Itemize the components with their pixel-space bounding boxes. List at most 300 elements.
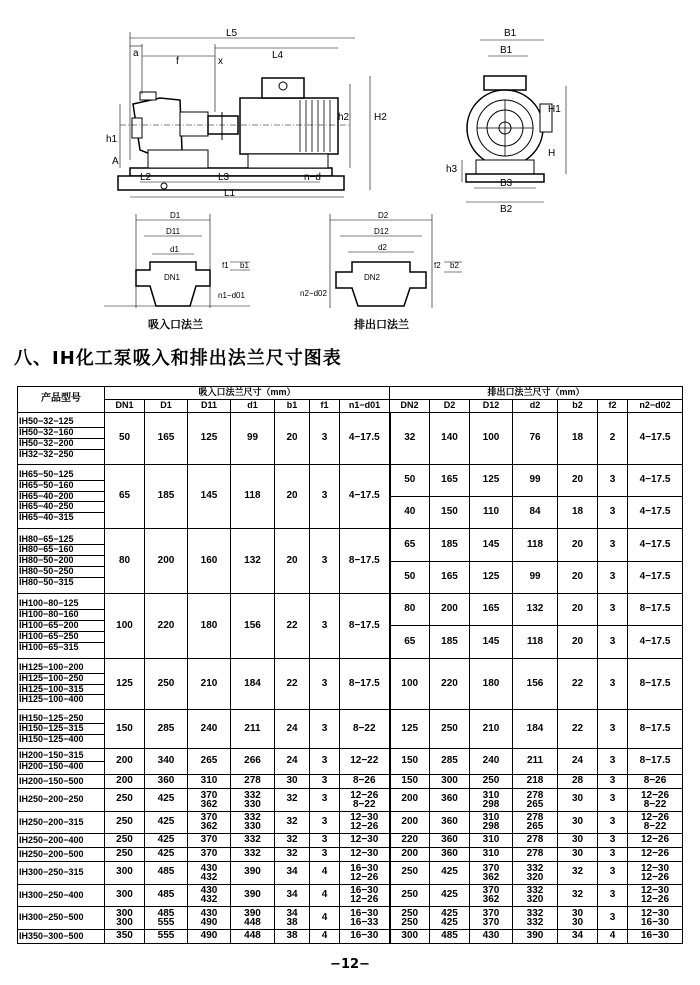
model-list xyxy=(18,884,105,907)
table-cell: 150 xyxy=(105,710,145,749)
column-header: D11 xyxy=(188,400,231,413)
label-f: f xyxy=(176,56,179,67)
table-cell: 3 xyxy=(310,464,340,529)
cell-line: 448 xyxy=(244,917,261,929)
model-name: IH350−300−500 xyxy=(19,930,84,941)
table-cell xyxy=(390,907,430,930)
table-cell: 20 xyxy=(558,626,598,658)
table-cell: 3 xyxy=(310,811,340,834)
table-cell: 20 xyxy=(275,413,310,465)
table-cell: 30 xyxy=(558,834,598,848)
model-name: IH250−200−315 xyxy=(19,816,84,827)
table-cell: 3 xyxy=(310,848,340,862)
table-cell xyxy=(513,788,558,811)
cell-line: 278 xyxy=(526,789,544,801)
column-header: D2 xyxy=(430,400,470,413)
table-cell: 22 xyxy=(275,658,310,710)
table-cell xyxy=(340,884,390,907)
cell-line: 332 xyxy=(526,885,544,897)
table-cell: 425 xyxy=(145,834,188,848)
table-cell: 390 xyxy=(231,861,275,884)
column-header: d2 xyxy=(513,400,558,413)
table-row xyxy=(18,529,683,561)
table-cell: 4 xyxy=(310,930,340,944)
cell-line: 300 xyxy=(116,917,133,929)
table-row xyxy=(18,749,683,775)
table-cell xyxy=(470,788,513,811)
model-list xyxy=(18,930,105,944)
table-cell: 20 xyxy=(558,464,598,496)
table-cell: 76 xyxy=(513,413,558,465)
label-f1: f1 xyxy=(222,261,229,270)
label-L3: L3 xyxy=(218,172,230,183)
table-cell: 300 xyxy=(430,775,470,789)
cell-line: 12−30 xyxy=(640,862,670,874)
table-cell: 285 xyxy=(430,749,470,775)
model-name: IH250−200−400 xyxy=(19,834,84,845)
cell-line: 490 xyxy=(200,917,218,929)
table-cell: 200 xyxy=(390,811,430,834)
cell-line: 12−26 xyxy=(640,871,670,883)
table-cell: 278 xyxy=(513,848,558,862)
table-cell xyxy=(231,811,275,834)
table-cell: 300 xyxy=(390,930,430,944)
table-row xyxy=(18,861,683,884)
suction-header: 吸入口法兰尺寸（mm） xyxy=(105,387,390,400)
table-cell: 555 xyxy=(145,930,188,944)
table-cell: 3 xyxy=(598,775,628,789)
label-L2: L2 xyxy=(140,172,152,183)
model-list xyxy=(18,749,105,775)
table-cell: 150 xyxy=(390,749,430,775)
discharge-flange-caption: 排出口法兰 xyxy=(354,319,409,331)
label-h3: h3 xyxy=(446,164,458,175)
model-list xyxy=(18,464,105,529)
column-header: D12 xyxy=(470,400,513,413)
table-cell: 3 xyxy=(598,594,628,626)
column-header: D1 xyxy=(145,400,188,413)
cell-line: 425 xyxy=(441,917,458,929)
table-cell xyxy=(470,811,513,834)
cell-line: 332 xyxy=(244,789,261,801)
table-row xyxy=(18,930,683,944)
table-cell: 30 xyxy=(558,811,598,834)
model-name: IH80−50−200 xyxy=(19,556,104,567)
table-cell xyxy=(513,861,558,884)
table-cell: 132 xyxy=(513,594,558,626)
table-cell: 145 xyxy=(470,626,513,658)
model-name: IH80−50−250 xyxy=(19,567,104,578)
table-cell: 4−17.5 xyxy=(628,626,683,658)
section-title: 八、IH化工泵吸入和排出法兰尺寸图表 xyxy=(14,348,342,369)
cell-line: 16−30 xyxy=(350,862,379,874)
cell-line: 332 xyxy=(526,917,544,929)
cell-line: 430 xyxy=(200,862,218,874)
cell-line: 16−30 xyxy=(640,917,670,929)
model-name: IH150−125−315 xyxy=(19,724,104,735)
cell-line: 330 xyxy=(244,821,261,833)
table-cell: 332 xyxy=(231,848,275,862)
table-cell: 65 xyxy=(105,464,145,529)
label-B2: B2 xyxy=(500,204,513,215)
table-cell: 485 xyxy=(145,861,188,884)
model-name: IH125−100−400 xyxy=(19,694,84,705)
table-cell: 185 xyxy=(145,464,188,529)
cell-line: 30 xyxy=(571,908,584,920)
table-cell: 390 xyxy=(513,930,558,944)
table-cell: 200 xyxy=(390,848,430,862)
model-name: IH300−250−500 xyxy=(19,912,84,923)
label-L4: L4 xyxy=(272,50,284,61)
table-cell xyxy=(513,884,558,907)
table-cell: 8−26 xyxy=(340,775,390,789)
table-cell: 2 xyxy=(598,413,628,465)
table-cell: 16−30 xyxy=(340,930,390,944)
table-cell: 218 xyxy=(513,775,558,789)
table-cell: 360 xyxy=(430,834,470,848)
model-name: IH50−32−160 xyxy=(19,428,104,439)
label-h1: h1 xyxy=(106,134,118,145)
table-cell: 32 xyxy=(275,788,310,811)
cell-line: 555 xyxy=(157,917,175,929)
table-cell: 118 xyxy=(231,464,275,529)
table-row xyxy=(18,464,683,496)
table-cell: 360 xyxy=(430,788,470,811)
table-cell: 8−26 xyxy=(628,775,683,789)
cell-line: 34 xyxy=(286,908,298,920)
cell-line: 485 xyxy=(157,908,175,920)
table-cell: 3 xyxy=(310,594,340,659)
label-D12: D12 xyxy=(374,227,389,236)
cell-line: 370 xyxy=(200,812,218,824)
table-row xyxy=(18,594,683,626)
table-cell: 390 xyxy=(231,884,275,907)
cell-line: 432 xyxy=(200,871,218,883)
table-row xyxy=(18,788,683,811)
table-cell: 4−17.5 xyxy=(628,497,683,529)
table-cell: 18 xyxy=(558,497,598,529)
table-cell: 12−26 xyxy=(628,848,683,862)
table-cell: 3 xyxy=(598,529,628,561)
label-a: a xyxy=(133,48,139,59)
model-name: IH65−50−125 xyxy=(19,470,104,481)
table-cell: 38 xyxy=(275,930,310,944)
model-name: IH32−32−250 xyxy=(19,448,74,459)
model-list xyxy=(18,861,105,884)
table-cell: 200 xyxy=(105,775,145,789)
cell-line: 12−26 xyxy=(640,812,670,824)
label-D11: D11 xyxy=(166,227,181,236)
table-cell: 3 xyxy=(598,497,628,529)
table-cell: 370 xyxy=(188,848,231,862)
table-cell: 211 xyxy=(231,710,275,749)
table-row xyxy=(18,658,683,710)
cell-line: 8−22 xyxy=(643,821,667,833)
table-cell xyxy=(628,788,683,811)
cell-line: 12−26 xyxy=(350,894,379,906)
table-row xyxy=(18,811,683,834)
table-cell: 3 xyxy=(310,775,340,789)
table-cell: 3 xyxy=(310,788,340,811)
table-cell: 8−22 xyxy=(340,710,390,749)
table-row xyxy=(18,907,683,930)
label-f2: f2 xyxy=(434,261,441,270)
table-cell: 20 xyxy=(558,561,598,593)
table-cell: 12−22 xyxy=(340,749,390,775)
cell-line: 12−26 xyxy=(640,894,670,906)
table-cell: 24 xyxy=(558,749,598,775)
table-cell: 3 xyxy=(598,788,628,811)
model-list xyxy=(18,811,105,834)
label-h2: h2 xyxy=(338,112,350,123)
cell-line: 8−22 xyxy=(352,798,376,810)
table-cell: 266 xyxy=(231,749,275,775)
table-cell: 200 xyxy=(105,749,145,775)
table-cell: 360 xyxy=(430,811,470,834)
label-x: x xyxy=(218,56,223,67)
table-cell: 3 xyxy=(310,529,340,594)
table-cell: 80 xyxy=(390,594,430,626)
model-name: IH65−40−200 xyxy=(19,492,104,503)
table-cell xyxy=(188,811,231,834)
table-cell: 32 xyxy=(275,834,310,848)
table-cell: 99 xyxy=(231,413,275,465)
table-cell: 65 xyxy=(390,626,430,658)
table-cell: 185 xyxy=(430,626,470,658)
table-cell: 250 xyxy=(390,861,430,884)
cell-line: 370 xyxy=(482,908,500,920)
table-cell xyxy=(470,884,513,907)
table-cell: 65 xyxy=(390,529,430,561)
cell-line: 320 xyxy=(526,894,544,906)
model-name: IH65−40−250 xyxy=(19,502,104,513)
model-list xyxy=(18,658,105,710)
table-cell: 340 xyxy=(145,749,188,775)
table-cell: 165 xyxy=(470,594,513,626)
cell-line: 12−26 xyxy=(350,871,379,883)
model-name: IH80−65−125 xyxy=(19,535,104,546)
table-cell: 8−17.5 xyxy=(340,594,390,659)
table-cell: 22 xyxy=(275,594,310,659)
label-A: A xyxy=(112,156,119,167)
model-name: IH50−32−125 xyxy=(19,417,104,428)
table-cell xyxy=(558,907,598,930)
table-cell: 211 xyxy=(513,749,558,775)
table-cell: 425 xyxy=(430,861,470,884)
model-name: IH80−50−315 xyxy=(19,576,74,587)
model-list xyxy=(18,788,105,811)
model-name: IH100−65−250 xyxy=(19,632,104,643)
table-cell: 425 xyxy=(430,884,470,907)
model-name: IH250−200−250 xyxy=(19,793,84,804)
model-name: IH65−40−315 xyxy=(19,512,74,523)
table-cell: 3 xyxy=(598,561,628,593)
table-cell: 99 xyxy=(513,561,558,593)
label-DN1: DN1 xyxy=(164,273,181,282)
table-cell: 350 xyxy=(105,930,145,944)
model-name: IH125−100−200 xyxy=(19,663,104,674)
table-cell: 110 xyxy=(470,497,513,529)
table-cell: 4 xyxy=(598,930,628,944)
table-cell: 3 xyxy=(598,834,628,848)
table-cell: 165 xyxy=(430,464,470,496)
model-name: IH100−65−200 xyxy=(19,621,104,632)
table-cell: 80 xyxy=(105,529,145,594)
discharge-header: 排出口法兰尺寸（mm） xyxy=(390,387,683,400)
table-cell: 30 xyxy=(558,848,598,862)
label-b1: b1 xyxy=(240,261,249,270)
cell-line: 298 xyxy=(482,821,500,833)
table-cell: 300 xyxy=(105,884,145,907)
table-cell: 250 xyxy=(105,788,145,811)
table-cell xyxy=(188,788,231,811)
table-cell: 370 xyxy=(188,834,231,848)
model-name: IH150−125−250 xyxy=(19,714,104,725)
label-n2-d02: n2−d02 xyxy=(300,289,327,298)
cell-line: 370 xyxy=(482,885,500,897)
table-row xyxy=(18,775,683,789)
model-name: IH200−150−400 xyxy=(19,761,84,772)
cell-line: 250 xyxy=(401,917,419,929)
table-cell: 34 xyxy=(275,884,310,907)
label-n1-d01: n1−d01 xyxy=(218,291,245,300)
cell-line: 332 xyxy=(244,812,261,824)
table-cell: 125 xyxy=(470,464,513,496)
cell-line: 370 xyxy=(482,862,500,874)
model-name: IH100−80−125 xyxy=(19,599,104,610)
table-cell: 3 xyxy=(598,749,628,775)
table-cell: 3 xyxy=(310,834,340,848)
table-cell: 24 xyxy=(275,749,310,775)
cell-line: 300 xyxy=(116,908,133,920)
table-cell: 3 xyxy=(598,884,628,907)
cell-line: 16−30 xyxy=(350,908,379,920)
table-cell xyxy=(188,907,231,930)
table-cell: 20 xyxy=(558,594,598,626)
label-d2: d2 xyxy=(378,243,387,252)
cell-line: 30 xyxy=(571,917,584,929)
model-list xyxy=(18,907,105,930)
label-H2: H2 xyxy=(374,112,387,123)
discharge-flange-drawing xyxy=(330,214,462,308)
table-cell: 32 xyxy=(275,811,310,834)
cell-line: 362 xyxy=(200,821,218,833)
table-cell: 50 xyxy=(105,413,145,465)
table-cell: 430 xyxy=(470,930,513,944)
table-cell: 3 xyxy=(310,749,340,775)
table-cell: 12−26 xyxy=(628,834,683,848)
cell-line: 332 xyxy=(526,862,544,874)
table-cell: 32 xyxy=(558,861,598,884)
table-cell: 100 xyxy=(470,413,513,465)
table-cell xyxy=(470,907,513,930)
table-cell xyxy=(340,811,390,834)
table-cell: 4−17.5 xyxy=(628,561,683,593)
table-cell: 3 xyxy=(598,626,628,658)
cell-line: 370 xyxy=(200,789,218,801)
model-name: IH65−50−160 xyxy=(19,481,104,492)
cell-line: 298 xyxy=(482,798,500,810)
table-cell: 4−17.5 xyxy=(628,413,683,465)
table-cell xyxy=(188,884,231,907)
table-cell: 20 xyxy=(275,529,310,594)
label-d1: d1 xyxy=(170,245,179,254)
table-cell: 125 xyxy=(105,658,145,710)
table-cell: 180 xyxy=(470,658,513,710)
table-cell: 125 xyxy=(390,710,430,749)
column-header: d1 xyxy=(231,400,275,413)
cell-line: 390 xyxy=(244,908,261,920)
cell-line: 362 xyxy=(482,894,500,906)
table-cell: 132 xyxy=(231,529,275,594)
label-L1: L1 xyxy=(224,188,236,199)
model-list xyxy=(18,529,105,594)
table-cell xyxy=(513,907,558,930)
label-B3: B3 xyxy=(500,178,513,189)
cell-line: 430 xyxy=(200,908,218,920)
table-cell: 150 xyxy=(430,497,470,529)
column-header: f2 xyxy=(598,400,628,413)
table-cell: 8−17.5 xyxy=(340,658,390,710)
table-cell: 8−17.5 xyxy=(628,710,683,749)
cell-line: 370 xyxy=(482,917,500,929)
table-cell: 32 xyxy=(275,848,310,862)
cell-line: 12−30 xyxy=(350,812,379,824)
model-name: IH150−125−400 xyxy=(19,734,84,745)
model-name: IH300−250−315 xyxy=(19,866,84,877)
table-cell: 3 xyxy=(310,413,340,465)
table-cell xyxy=(340,861,390,884)
table-cell: 240 xyxy=(470,749,513,775)
table-cell: 99 xyxy=(513,464,558,496)
table-cell: 145 xyxy=(470,529,513,561)
technical-drawings xyxy=(0,0,700,340)
table-cell: 32 xyxy=(558,884,598,907)
table-cell xyxy=(628,861,683,884)
cell-line: 8−22 xyxy=(643,798,667,810)
table-cell: 180 xyxy=(188,594,231,659)
cell-line: 12−30 xyxy=(640,908,670,920)
model-name: IH50−32−200 xyxy=(19,439,104,450)
cell-line: 362 xyxy=(482,871,500,883)
table-cell: 265 xyxy=(188,749,231,775)
table-cell: 250 xyxy=(470,775,513,789)
table-cell: 18 xyxy=(558,413,598,465)
table-cell: 28 xyxy=(558,775,598,789)
table-cell: 425 xyxy=(145,788,188,811)
table-cell xyxy=(231,788,275,811)
label-D2: D2 xyxy=(378,211,389,220)
table-cell: 140 xyxy=(430,413,470,465)
table-cell: 50 xyxy=(390,561,430,593)
column-header: f1 xyxy=(310,400,340,413)
table-cell: 200 xyxy=(145,529,188,594)
label-H: H xyxy=(548,148,556,159)
table-cell: 250 xyxy=(105,811,145,834)
table-cell: 250 xyxy=(145,658,188,710)
cell-line: 330 xyxy=(244,798,261,810)
cell-line: 12−26 xyxy=(640,789,670,801)
table-cell: 485 xyxy=(145,884,188,907)
table-cell: 16−30 xyxy=(628,930,683,944)
table-cell: 118 xyxy=(513,626,558,658)
table-cell: 156 xyxy=(513,658,558,710)
table-cell: 310 xyxy=(470,848,513,862)
table-cell: 30 xyxy=(558,788,598,811)
table-cell xyxy=(628,811,683,834)
table-cell xyxy=(340,788,390,811)
table-cell: 165 xyxy=(145,413,188,465)
